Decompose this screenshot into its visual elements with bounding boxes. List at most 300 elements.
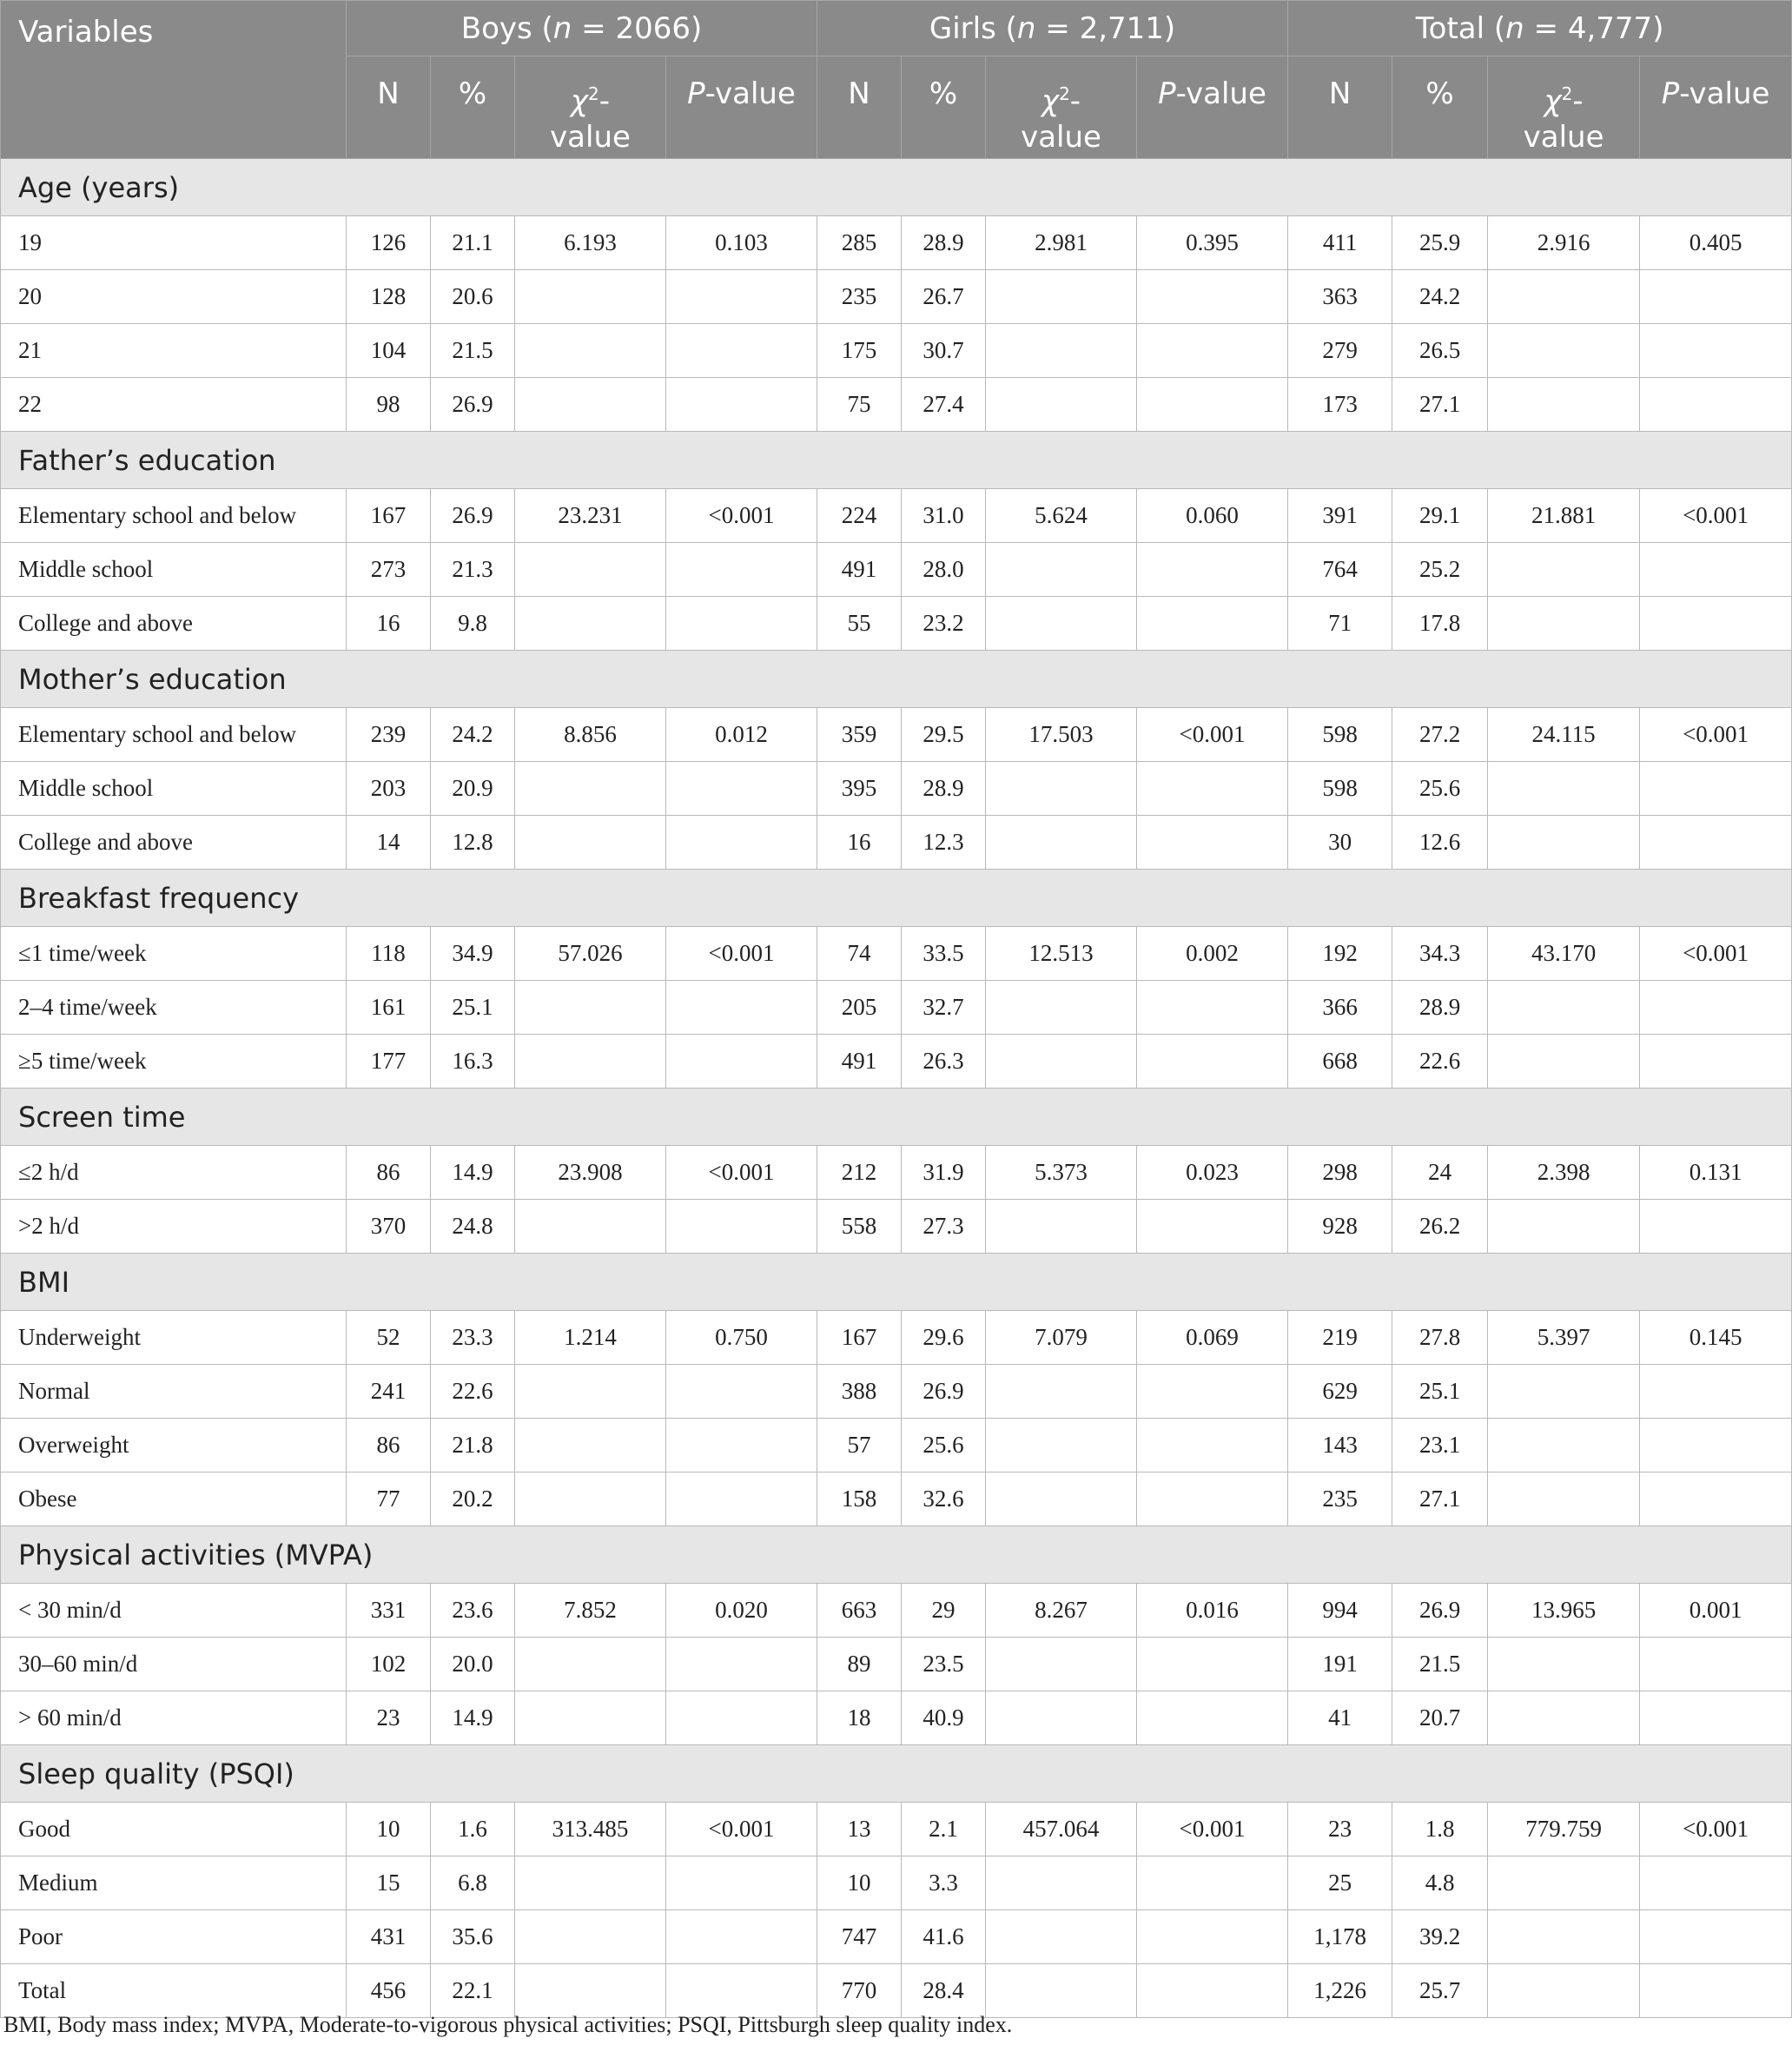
table-cell: 0.131 (1640, 1146, 1792, 1200)
n-value: = 2,711 (1035, 10, 1164, 46)
table-cell: 21.5 (431, 324, 515, 378)
table-cell: 4.8 (1392, 1856, 1488, 1910)
category-row (1, 1526, 1792, 1584)
table-cell: 26.3 (902, 1035, 986, 1089)
table-cell (1488, 1419, 1640, 1473)
col-header-chi2-value: $\chi^2-$ value (986, 56, 1137, 159)
table-cell: <0.001 (1640, 927, 1792, 981)
table-cell: 25.7 (1392, 1964, 1488, 2018)
table-row (1, 1365, 1792, 1419)
table-cell (1640, 378, 1792, 432)
table-cell: 98 (347, 378, 431, 432)
table-cell: 41 (1288, 1691, 1392, 1745)
table-cell: 43.170 (1488, 927, 1640, 981)
table-cell: 27.3 (902, 1200, 986, 1254)
table-cell: 29.1 (1392, 489, 1488, 543)
table-cell: 285 (817, 216, 902, 270)
table-cell (986, 981, 1137, 1035)
table-row (1, 1638, 1792, 1691)
table-cell: 0.395 (1137, 216, 1288, 270)
table-cell: 16 (347, 597, 431, 651)
table-cell: 104 (347, 324, 431, 378)
table-cell: 55 (817, 597, 902, 651)
n-label: n (1505, 10, 1524, 46)
table-cell: 219 (1288, 1311, 1392, 1365)
table-row (1, 1146, 1792, 1200)
table-cell (1640, 1365, 1792, 1419)
group-name: Girls (929, 10, 996, 46)
row-label: ≤1 time/week (1, 927, 347, 981)
table-cell (986, 1691, 1137, 1745)
table-cell: 26.9 (431, 489, 515, 543)
table-footnote: BMI, Body mass index; MVPA, Moderate-to-vigorous physical activities; PSQI, Pittsburgh sleep quality index. (3, 2012, 1013, 2037)
row-label: Middle school (1, 543, 347, 597)
table-cell: 10 (817, 1856, 902, 1910)
table-cell (986, 1035, 1137, 1089)
table-cell (1137, 1910, 1288, 1964)
n-label: n (1016, 10, 1036, 46)
table-cell: 13.965 (1488, 1584, 1640, 1638)
table-cell (1137, 1035, 1288, 1089)
table-cell: 20.6 (431, 270, 515, 324)
col-header-p-value: P-value (1640, 56, 1792, 159)
table-cell (666, 1200, 817, 1254)
table-cell: 668 (1288, 1035, 1392, 1089)
table-cell: 235 (817, 270, 902, 324)
table-cell: 391 (1288, 489, 1392, 543)
table-cell (1137, 1691, 1288, 1745)
group-header-boys: Boys (n = 2066) (347, 1, 817, 56)
col-header-chi2-value: $\chi^2-$ value (515, 56, 666, 159)
table-cell: 22.1 (431, 1964, 515, 2018)
table-cell: 994 (1288, 1584, 1392, 1638)
table-cell (515, 270, 666, 324)
table-cell (1488, 1473, 1640, 1526)
row-label: < 30 min/d (1, 1584, 347, 1638)
table-cell (1488, 324, 1640, 378)
table-row (1, 1964, 1792, 2018)
category-title: Age (years) (1, 159, 1792, 216)
col-header-percent: % (902, 56, 986, 159)
table-cell (1488, 1638, 1640, 1691)
table-cell: 20.0 (431, 1638, 515, 1691)
table-cell: 191 (1288, 1638, 1392, 1691)
table-cell: 598 (1288, 762, 1392, 816)
table-cell (515, 1856, 666, 1910)
table-cell (1488, 762, 1640, 816)
n-value: = 2066 (572, 10, 691, 46)
table-cell (515, 1365, 666, 1419)
table-cell: 20.2 (431, 1473, 515, 1526)
table-cell (515, 1419, 666, 1473)
table-cell: 2.398 (1488, 1146, 1640, 1200)
table-cell (515, 1200, 666, 1254)
table-cell: 2.1 (902, 1803, 986, 1856)
table-cell (666, 762, 817, 816)
variables-header: Variables (1, 1, 347, 159)
table-cell: 27.2 (1392, 708, 1488, 762)
table-cell (1488, 1691, 1640, 1745)
table-cell: 26.9 (431, 378, 515, 432)
table-cell: 77 (347, 1473, 431, 1526)
table-cell: 0.020 (666, 1584, 817, 1638)
table-cell (515, 1910, 666, 1964)
table-cell: 224 (817, 489, 902, 543)
row-label: Obese (1, 1473, 347, 1526)
table-cell: 8.267 (986, 1584, 1137, 1638)
table-cell: 167 (347, 489, 431, 543)
table-cell: 28.9 (902, 216, 986, 270)
table-cell: 30 (1288, 816, 1392, 870)
table-cell (1137, 543, 1288, 597)
table-cell: 363 (1288, 270, 1392, 324)
table-cell (986, 1856, 1137, 1910)
table-cell (666, 324, 817, 378)
table-cell: 1.214 (515, 1311, 666, 1365)
category-row (1, 159, 1792, 216)
table-cell: 2.916 (1488, 216, 1640, 270)
table-cell: 0.012 (666, 708, 817, 762)
table-cell: 0.069 (1137, 1311, 1288, 1365)
table-cell: 3.3 (902, 1856, 986, 1910)
table-cell: 239 (347, 708, 431, 762)
table-cell: 928 (1288, 1200, 1392, 1254)
table-cell: 22.6 (1392, 1035, 1488, 1089)
row-label: 21 (1, 324, 347, 378)
col-header-p-value: P-value (666, 56, 817, 159)
table-cell: 8.856 (515, 708, 666, 762)
table-cell: 167 (817, 1311, 902, 1365)
table-cell: 33.5 (902, 927, 986, 981)
table-cell: 747 (817, 1910, 902, 1964)
n-label: n (552, 10, 572, 46)
table-cell: 161 (347, 981, 431, 1035)
table-cell: 27.1 (1392, 1473, 1488, 1526)
table-cell (1640, 816, 1792, 870)
table-cell (666, 1473, 817, 1526)
table-cell (515, 324, 666, 378)
table-cell: <0.001 (1640, 489, 1792, 543)
table-cell: 75 (817, 378, 902, 432)
table-cell: 0.023 (1137, 1146, 1288, 1200)
table-cell (1137, 1964, 1288, 2018)
table-cell: 20.9 (431, 762, 515, 816)
n-value: = 4,777 (1524, 10, 1653, 46)
group-header-total: Total (n = 4,777) (1288, 1, 1792, 56)
table-cell: 24.115 (1488, 708, 1640, 762)
table-cell: 1.6 (431, 1803, 515, 1856)
table-cell: 34.3 (1392, 927, 1488, 981)
table-cell: 57 (817, 1419, 902, 1473)
table-row (1, 1311, 1792, 1365)
table-cell: 23.5 (902, 1638, 986, 1691)
category-row (1, 1089, 1792, 1146)
table-cell (1137, 981, 1288, 1035)
table-cell: 1.8 (1392, 1803, 1488, 1856)
table-cell: 0.060 (1137, 489, 1288, 543)
table-cell (986, 1200, 1137, 1254)
table-cell (666, 270, 817, 324)
table-cell (1488, 543, 1640, 597)
table-cell: 456 (347, 1964, 431, 2018)
table-cell: 28.4 (902, 1964, 986, 2018)
table-cell (1640, 1638, 1792, 1691)
table-cell: 21.8 (431, 1419, 515, 1473)
table-cell: 298 (1288, 1146, 1392, 1200)
table-row (1, 489, 1792, 543)
table-cell: 89 (817, 1638, 902, 1691)
table-cell: 0.002 (1137, 927, 1288, 981)
table-cell: 86 (347, 1419, 431, 1473)
table-cell (1640, 270, 1792, 324)
table-cell (1640, 543, 1792, 597)
table-cell: 21.5 (1392, 1638, 1488, 1691)
table-cell: 23.3 (431, 1311, 515, 1365)
table-cell: 175 (817, 324, 902, 378)
table-cell: 26.9 (902, 1365, 986, 1419)
table-cell: 29.5 (902, 708, 986, 762)
table-cell (666, 1419, 817, 1473)
table-row (1, 1200, 1792, 1254)
table-row (1, 324, 1792, 378)
row-label: 2–4 time/week (1, 981, 347, 1035)
row-label: Elementary school and below (1, 489, 347, 543)
table-cell (666, 816, 817, 870)
group-header-girls: Girls (n = 2,711) (817, 1, 1288, 56)
table-cell (986, 1964, 1137, 2018)
table-cell (1137, 1638, 1288, 1691)
table-cell (666, 597, 817, 651)
table-row (1, 1584, 1792, 1638)
table-cell: 411 (1288, 216, 1392, 270)
table-cell (1640, 324, 1792, 378)
table-cell (666, 1035, 817, 1089)
table-cell: 24 (1392, 1146, 1488, 1200)
table-cell: 0.405 (1640, 216, 1792, 270)
table-cell: 331 (347, 1584, 431, 1638)
table-cell (1488, 1200, 1640, 1254)
table-cell (515, 1473, 666, 1526)
row-label: 22 (1, 378, 347, 432)
table-cell: 7.079 (986, 1311, 1137, 1365)
table-cell: 770 (817, 1964, 902, 2018)
table-row (1, 1473, 1792, 1526)
table-cell (515, 1035, 666, 1089)
table-cell: 118 (347, 927, 431, 981)
table-row (1, 762, 1792, 816)
table-cell: 388 (817, 1365, 902, 1419)
table-cell: 14.9 (431, 1691, 515, 1745)
table-cell (1488, 378, 1640, 432)
table-cell (515, 597, 666, 651)
table-cell (666, 1964, 817, 2018)
table-row (1, 708, 1792, 762)
table-cell: 1,226 (1288, 1964, 1392, 2018)
table-cell (986, 1910, 1137, 1964)
table-cell: 21.881 (1488, 489, 1640, 543)
table-cell: 34.9 (431, 927, 515, 981)
table-cell (1640, 1419, 1792, 1473)
table-cell: 26.9 (1392, 1584, 1488, 1638)
table-cell: 24.2 (431, 708, 515, 762)
table-cell: 0.001 (1640, 1584, 1792, 1638)
table-cell: 74 (817, 927, 902, 981)
table-cell: 629 (1288, 1365, 1392, 1419)
table-row (1, 216, 1792, 270)
table-cell (1640, 1200, 1792, 1254)
col-header-chi2-value: $\chi^2-$ value (1488, 56, 1640, 159)
category-title: Breakfast frequency (1, 870, 1792, 927)
row-label: Total (1, 1964, 347, 2018)
table-cell: 31.0 (902, 489, 986, 543)
table-cell (986, 1419, 1137, 1473)
row-label: >2 h/d (1, 1200, 347, 1254)
row-label: Overweight (1, 1419, 347, 1473)
table-cell: <0.001 (666, 489, 817, 543)
table-cell: <0.001 (666, 1146, 817, 1200)
table-cell: 30.7 (902, 324, 986, 378)
table-cell: 25.2 (1392, 543, 1488, 597)
table-cell (515, 378, 666, 432)
table-cell: <0.001 (1640, 1803, 1792, 1856)
table-cell: <0.001 (666, 1803, 817, 1856)
table-cell (666, 1638, 817, 1691)
table-header (1, 1, 1792, 159)
table-cell (1488, 1856, 1640, 1910)
table-cell: <0.001 (1640, 708, 1792, 762)
table-cell (1488, 1910, 1640, 1964)
table-row (1, 378, 1792, 432)
table-cell (986, 816, 1137, 870)
table-cell (666, 981, 817, 1035)
table-row (1, 1035, 1792, 1089)
table-cell: 663 (817, 1584, 902, 1638)
row-label: Poor (1, 1910, 347, 1964)
table-row (1, 597, 1792, 651)
table-cell: 370 (347, 1200, 431, 1254)
col-header-n: N (347, 56, 431, 159)
table-row (1, 1856, 1792, 1910)
table-cell: 22.6 (431, 1365, 515, 1419)
col-header-p-value: P-value (1137, 56, 1288, 159)
table-cell: 279 (1288, 324, 1392, 378)
table-cell (1488, 1964, 1640, 2018)
row-label: College and above (1, 816, 347, 870)
table-cell: 143 (1288, 1419, 1392, 1473)
table-cell: 28.0 (902, 543, 986, 597)
table-cell: 558 (817, 1200, 902, 1254)
table-cell (1137, 378, 1288, 432)
table-cell (666, 1856, 817, 1910)
table-cell (666, 378, 817, 432)
table-cell: 491 (817, 543, 902, 597)
category-title: Mother’s education (1, 651, 1792, 708)
table-cell: 241 (347, 1365, 431, 1419)
table-cell (986, 324, 1137, 378)
table-cell: 86 (347, 1146, 431, 1200)
table-cell: 23.6 (431, 1584, 515, 1638)
table-cell (1137, 1856, 1288, 1910)
table-cell (1640, 1964, 1792, 2018)
table-cell: 25.6 (1392, 762, 1488, 816)
table-cell (1640, 1035, 1792, 1089)
table-cell (1137, 597, 1288, 651)
row-label: Good (1, 1803, 347, 1856)
table-cell (1137, 1419, 1288, 1473)
table-cell: 20.7 (1392, 1691, 1488, 1745)
table-cell: 16.3 (431, 1035, 515, 1089)
table-cell (1137, 324, 1288, 378)
row-label: College and above (1, 597, 347, 651)
table-cell (986, 1638, 1137, 1691)
table-cell: 0.750 (666, 1311, 817, 1365)
table-cell (1137, 270, 1288, 324)
table-cell (1640, 762, 1792, 816)
table-cell: 15 (347, 1856, 431, 1910)
table-cell: 102 (347, 1638, 431, 1691)
table-cell: 491 (817, 1035, 902, 1089)
table-cell: 366 (1288, 981, 1392, 1035)
table-cell (515, 1964, 666, 2018)
table-cell: 5.624 (986, 489, 1137, 543)
table-cell: 598 (1288, 708, 1392, 762)
table-cell: 2.981 (986, 216, 1137, 270)
table-cell: 24.2 (1392, 270, 1488, 324)
table-row (1, 270, 1792, 324)
table-cell: 17.503 (986, 708, 1137, 762)
table-cell: <0.001 (1137, 708, 1288, 762)
col-header-percent: % (1392, 56, 1488, 159)
table-cell (986, 762, 1137, 816)
table-row (1, 1803, 1792, 1856)
row-label: 20 (1, 270, 347, 324)
table-row (1, 1910, 1792, 1964)
table-cell (1640, 981, 1792, 1035)
table-cell: 359 (817, 708, 902, 762)
table-cell: 28.9 (902, 762, 986, 816)
table-cell: 32.6 (902, 1473, 986, 1526)
table-cell: 13 (817, 1803, 902, 1856)
table-cell: 14.9 (431, 1146, 515, 1200)
table-cell: 457.064 (986, 1803, 1137, 1856)
category-row (1, 870, 1792, 927)
table-cell (666, 1910, 817, 1964)
table-cell: 23 (347, 1691, 431, 1745)
table-cell (986, 270, 1137, 324)
table-cell: 26.5 (1392, 324, 1488, 378)
row-label: Middle school (1, 762, 347, 816)
table-cell (515, 981, 666, 1035)
table-cell (1640, 1910, 1792, 1964)
table-cell: 9.8 (431, 597, 515, 651)
table-cell: 25.9 (1392, 216, 1488, 270)
table-cell (1488, 1035, 1640, 1089)
table-cell: 205 (817, 981, 902, 1035)
table-cell: 17.8 (1392, 597, 1488, 651)
table-row (1, 927, 1792, 981)
category-title: Screen time (1, 1089, 1792, 1146)
table-cell: 26.7 (902, 270, 986, 324)
table-cell: 12.8 (431, 816, 515, 870)
table-cell: 5.373 (986, 1146, 1137, 1200)
table-cell: 173 (1288, 378, 1392, 432)
table-row (1, 1419, 1792, 1473)
col-header-n: N (817, 56, 902, 159)
table-cell: 27.4 (902, 378, 986, 432)
table-cell: 0.016 (1137, 1584, 1288, 1638)
table-cell: 26.2 (1392, 1200, 1488, 1254)
category-row (1, 651, 1792, 708)
